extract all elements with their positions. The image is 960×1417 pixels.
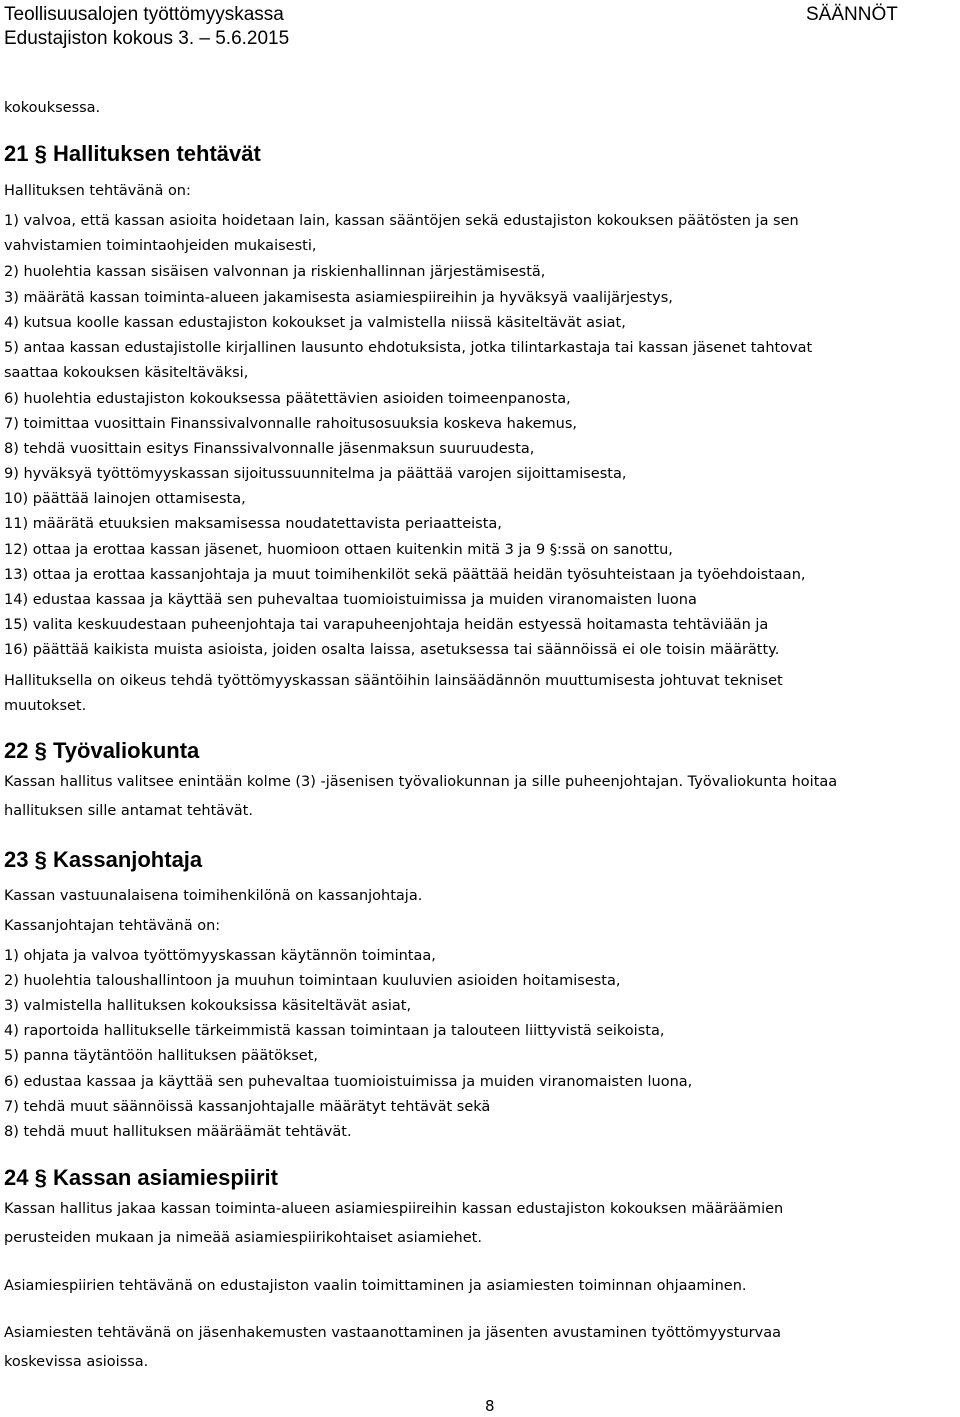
list-item: 8) tehdä muut hallituksen määräämät tehtävät. (4, 1124, 352, 1140)
section-24-p1-line2: perusteiden mukaan ja nimeää asiamiespiirikohtaiset asiamiehet. (4, 1230, 482, 1246)
list-item: 2) huolehtia taloushallintoon ja muuhun toimintaan kuuluvien asioiden hoitamisesta, (4, 973, 621, 989)
header-doc-type: SÄÄNNÖT (806, 4, 898, 25)
header-org: Teollisuusalojen työttömyyskassa (4, 4, 284, 25)
list-item: 5) panna täytäntöön hallituksen päätökset, (4, 1048, 319, 1064)
list-item: 12) ottaa ja erottaa kassan jäsenet, huomioon ottaen kuitenkin mitä 3 ja 9 §:ssä on sanottu, (4, 542, 673, 558)
list-item: 6) huolehtia edustajiston kokouksessa päätettävien asioiden toimeenpanosta, (4, 391, 571, 407)
list-item: 10) päättää lainojen ottamisesta, (4, 491, 246, 507)
header-meeting: Edustajiston kokous 3. – 5.6.2015 (4, 28, 290, 49)
list-item: 3) valmistella hallituksen kokouksissa käsiteltävät asiat, (4, 998, 412, 1014)
section-symbol: § (34, 1165, 47, 1190)
section-number: 24 (4, 1165, 29, 1190)
list-item: 7) toimittaa vuosittain Finanssivalvonnalle rahoitusosuuksia koskeva hakemus, (4, 416, 577, 432)
section-22-line1: Kassan hallitus valitsee enintään kolme (3) -jäsenisen työvaliokunnan ja sille puheenjohtajan. Työvaliokunta hoitaa (4, 774, 838, 790)
section-title: Kassanjohtaja (52, 847, 203, 872)
list-item: 5) antaa kassan edustajistolle kirjallinen lausunto ehdotuksista, jotka tilintarkastaja tai kassan jäsenet tahtovat (4, 340, 813, 356)
section-symbol: § (34, 738, 47, 763)
list-item: 6) edustaa kassaa ja käyttää sen puhevaltaa tuomioistuimissa ja muiden viranomaisten luona, (4, 1074, 693, 1090)
section-title: Työvaliokunta (52, 738, 200, 763)
section-21-heading (4, 141, 261, 167)
list-item: 8) tehdä vuosittain esitys Finanssivalvonnalle jäsenmaksun suuruudesta, (4, 441, 535, 457)
section-21-intro: Hallituksen tehtävänä on: (4, 183, 191, 199)
section-21-closing-line1: Hallituksella on oikeus tehdä työttömyyskassan sääntöihin lainsäädännön muuttumisesta johtuvat tekniset (4, 673, 783, 689)
section-23-intro: Kassanjohtajan tehtävänä on: (4, 918, 221, 934)
section-23-line1: Kassan vastuunalaisena toimihenkilönä on kassanjohtaja. (4, 888, 423, 904)
section-title: Hallituksen tehtävät (52, 141, 261, 166)
list-item: saattaa kokouksen käsiteltäväksi, (4, 365, 249, 381)
list-item: 13) ottaa ja erottaa kassanjohtaja ja muut toimihenkilöt sekä päättää heidän työsuhteistaan ja työehdoistaan, (4, 567, 806, 583)
list-item: 1) valvoa, että kassan asioita hoidetaan lain, kassan sääntöjen sekä edustajiston kokouksen päätösten ja sen (4, 213, 799, 229)
section-24-p3-line1: Asiamiesten tehtävänä on jäsenhakemusten vastaanottaminen ja jäsenten avustaminen työttömyysturvaa (4, 1325, 781, 1341)
section-number: 23 (4, 847, 29, 872)
list-item: 1) ohjata ja valvoa työttömyyskassan käytännön toimintaa, (4, 948, 436, 964)
list-item: 15) valita keskuudestaan puheenjohtaja tai varapuheenjohtaja heidän estyessä hoitamasta tehtäviään ja (4, 617, 769, 633)
list-item: 7) tehdä muut säännöissä kassanjohtajalle määrätyt tehtävät sekä (4, 1099, 491, 1115)
section-number: 22 (4, 738, 29, 763)
section-23-heading (4, 847, 202, 873)
section-22-line2: hallituksen sille antamat tehtävät. (4, 803, 253, 819)
list-item: 2) huolehtia kassan sisäisen valvonnan ja riskienhallinnan järjestämisestä, (4, 264, 546, 280)
section-title: Kassan asiamiespiirit (52, 1165, 278, 1190)
list-item: 14) edustaa kassaa ja käyttää sen puhevaltaa tuomioistuimissa ja muiden viranomaisten luona (4, 592, 697, 608)
section-symbol: § (34, 141, 47, 166)
list-item: 11) määrätä etuuksien maksamisessa noudatettavista periaatteista, (4, 516, 502, 532)
list-item: 9) hyväksyä työttömyyskassan sijoitussuunnitelma ja päättää varojen sijoittamisesta, (4, 466, 627, 482)
list-item: 3) määrätä kassan toiminta-alueen jakamisesta asiamiespiireihin ja hyväksyä vaalijärjestys, (4, 290, 673, 306)
section-24-p1-line1: Kassan hallitus jakaa kassan toiminta-alueen asiamiespiireihin kassan edustajiston kokouksen määräämien (4, 1201, 784, 1217)
section-24-p2: Asiamiespiirien tehtävänä on edustajiston vaalin toimittaminen ja asiamiesten toiminnan ohjaaminen. (4, 1278, 747, 1294)
section-number: 21 (4, 141, 29, 166)
page-number: 8 (485, 1397, 495, 1415)
section-24-p3-line2: koskevissa asioissa. (4, 1354, 149, 1370)
section-symbol: § (34, 847, 47, 872)
list-item: 16) päättää kaikista muista asioista, joiden osalta laissa, asetuksessa tai säännöissä ei ole toisin määrätty. (4, 642, 780, 658)
list-item: 4) kutsua koolle kassan edustajiston kokoukset ja valmistella niissä käsiteltävät asiat, (4, 315, 626, 331)
section-24-heading (4, 1165, 278, 1191)
section-21-closing-line2: muutokset. (4, 698, 87, 714)
list-item: 4) raportoida hallitukselle tärkeimmistä kassan toimintaan ja talouteen liittyvistä seikoista, (4, 1023, 665, 1039)
continued-text: kokouksessa. (4, 100, 101, 116)
section-22-heading (4, 738, 199, 764)
list-item: vahvistamien toimintaohjeiden mukaisesti, (4, 238, 317, 254)
